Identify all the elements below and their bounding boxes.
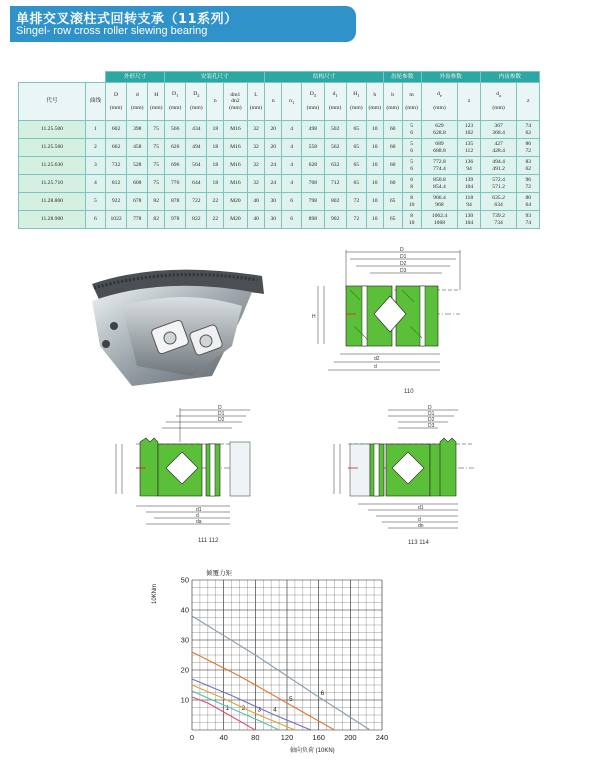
col-D: D (mm) <box>105 83 126 121</box>
spec-table <box>18 71 540 229</box>
dim-D2-3: D2 <box>428 417 435 423</box>
table-cell: 72 <box>346 211 366 229</box>
table-cell: M20 <box>224 193 247 211</box>
table-cell: 608 <box>127 175 148 193</box>
col-H: H (mm) <box>148 83 165 121</box>
table-cell: 498 <box>302 121 324 139</box>
table-cell: 632 <box>324 157 346 175</box>
table-cell: 32 <box>247 157 265 175</box>
drawing-113-114 <box>328 404 478 536</box>
dim-d1-3: d1 <box>418 505 424 511</box>
table-cell: 628 <box>302 157 324 175</box>
table-cell: 60 <box>383 139 402 157</box>
table-cell: 1 <box>85 121 105 139</box>
dim-d-2: d <box>196 513 199 519</box>
table-cell: 75 <box>148 139 165 157</box>
table-row <box>19 139 540 157</box>
chart-ylabel: 10KNm <box>152 583 158 604</box>
table-cell: 8 10 <box>402 211 421 229</box>
table-cell: 662 <box>105 139 126 157</box>
table-cell: M16 <box>224 139 247 157</box>
table-cell: 2 <box>85 139 105 157</box>
table-cell: 74 62 <box>517 121 540 139</box>
table-cell: 10 <box>366 139 383 157</box>
col-di: $d_a$ (mm) <box>480 83 517 121</box>
drawing-110 <box>310 246 470 384</box>
table-cell: 18 <box>207 175 224 193</box>
table-cell: 72 <box>346 193 366 211</box>
table-cell: 123 102 <box>458 121 480 139</box>
table-cell: 65 <box>346 175 366 193</box>
col-code: 代号 <box>19 83 86 121</box>
x-tick-label: 240 <box>375 733 389 742</box>
table-cell: 10 <box>366 175 383 193</box>
table-cell: 739.2 734 <box>480 211 517 229</box>
y-tick-label: 10 <box>180 695 189 705</box>
table-cell: 82 <box>148 211 165 229</box>
table-cell: 20 <box>265 139 282 157</box>
table-cell: 65 <box>383 211 402 229</box>
table-cell: M16 <box>224 121 247 139</box>
col-d1: $d_1$ (mm) <box>324 83 346 121</box>
table-cell: 60 <box>383 121 402 139</box>
dim-D-3: D <box>428 405 432 411</box>
dim-d-3: d <box>418 517 421 523</box>
table-cell: 30 <box>265 211 282 229</box>
table-cell: 5 6 <box>402 121 421 139</box>
page-title-cn: 单排交叉滚柱式回转支承（11系列） <box>16 12 238 27</box>
table-cell: 564 <box>186 157 207 175</box>
table-cell: 8 10 <box>402 193 421 211</box>
col-D2: $D_2$ (mm) <box>186 83 207 121</box>
dim-D1: D1 <box>400 254 407 260</box>
table-cell: 40 <box>247 193 265 211</box>
table-cell: 696 <box>165 157 186 175</box>
x-tick-label: 160 <box>312 733 325 742</box>
table-cell: 6 <box>282 211 302 229</box>
table-cell: 528 <box>127 157 148 175</box>
table-cell: 4 <box>85 175 105 193</box>
table-cell: 65 <box>383 193 402 211</box>
table-row <box>19 193 540 211</box>
table-cell: 978 <box>165 211 186 229</box>
table-row <box>19 121 540 139</box>
page-title-en: Singel- row cross roller slewing bearing <box>16 25 208 37</box>
load-chart-svg <box>152 566 392 756</box>
table-cell: 118 94 <box>458 193 480 211</box>
table-cell: 18 <box>207 121 224 139</box>
dim-d1-2: d1 <box>196 507 202 513</box>
table-cell: 65 <box>346 157 366 175</box>
blank-corner <box>19 72 106 83</box>
table-cell: 367 368.4 <box>480 121 517 139</box>
table-cell: 24 <box>265 175 282 193</box>
drawing-111-112 <box>106 404 254 532</box>
dim-da-2: da <box>196 519 202 525</box>
y-tick-label: 20 <box>180 665 189 675</box>
table-cell: 22 <box>207 211 224 229</box>
chart-grid <box>192 580 382 730</box>
drawing-111-112-label: 111 112 <box>198 538 219 544</box>
table-cell: 130 104 <box>458 211 480 229</box>
table-cell: 772.8 774.4 <box>421 157 458 175</box>
y-tick-label: 30 <box>180 635 189 645</box>
table-cell: 11.25.630 <box>19 157 86 175</box>
drawing-113-114-label: 113 114 <box>408 540 429 546</box>
col-curve: 曲线 <box>85 83 105 121</box>
table-cell: 562 <box>324 139 346 157</box>
series-label-3: 3 <box>257 706 261 714</box>
chart-ticks <box>181 576 389 743</box>
table-cell: 4 <box>282 157 302 175</box>
load-chart <box>152 566 392 761</box>
table-cell: 798 <box>302 193 324 211</box>
table-row <box>19 157 540 175</box>
table-cell: 6 8 <box>402 175 421 193</box>
table-cell: 86 72 <box>517 139 540 157</box>
table-cell: 778 <box>127 211 148 229</box>
series-label-4: 4 <box>273 706 277 714</box>
dim-H: H <box>312 314 316 320</box>
col-n-blank: n <box>265 83 282 121</box>
table-cell: 10 <box>366 211 383 229</box>
table-cell: 18 <box>207 157 224 175</box>
group-gear: 齿轮参数 <box>383 72 421 83</box>
table-cell: 6 <box>282 193 302 211</box>
dim-D-2: D <box>218 405 222 411</box>
group-structure: 结构尺寸 <box>265 72 383 83</box>
table-cell: 494.4 491.2 <box>480 157 517 175</box>
chart-corner-label: 倾覆力矩 <box>206 570 232 577</box>
dim-D2: D2 <box>400 261 407 267</box>
table-cell: 776 <box>165 175 186 193</box>
dim-d: d <box>374 364 377 370</box>
col-m: m (mm) <box>402 83 421 121</box>
table-cell: 65 <box>346 121 366 139</box>
col-D3: $D_3$ (mm) <box>302 83 324 121</box>
series-label-6: 6 <box>320 690 325 697</box>
table-cell: 689 688.8 <box>421 139 458 157</box>
col-L: L (mm) <box>247 83 265 121</box>
table-cell: 635.2 634 <box>480 193 517 211</box>
y-tick-label: 40 <box>180 605 189 615</box>
table-cell: 32 <box>247 139 265 157</box>
table-cell: M16 <box>224 175 247 193</box>
drawing-110-label: 110 <box>404 389 414 395</box>
dim-D3: D3 <box>400 268 407 274</box>
dim-D3-3: D3 <box>428 423 435 429</box>
table-cell: 708 <box>302 175 324 193</box>
x-tick-label: 0 <box>189 733 195 742</box>
table-cell: 10 <box>366 193 383 211</box>
table-cell: 878 <box>165 193 186 211</box>
table-cell: 812 <box>105 175 126 193</box>
table-cell: 11.25.710 <box>19 175 86 193</box>
bearing-photo <box>92 266 267 391</box>
table-cell: 5 6 <box>402 139 421 157</box>
y-tick-label: 50 <box>180 575 189 585</box>
table-cell: 40 <box>247 211 265 229</box>
dim-D: D <box>400 247 404 253</box>
x-tick-label: 120 <box>280 733 294 742</box>
table-cell: 136 94 <box>458 157 480 175</box>
table-cell: 3 <box>85 157 105 175</box>
table-cell: 898 <box>302 211 324 229</box>
table-cell: 566 <box>165 121 186 139</box>
table-cell: 60 <box>383 175 402 193</box>
dim-D1-3: D1 <box>428 411 435 417</box>
series-line-6 <box>192 616 370 730</box>
table-cell: 75 <box>148 157 165 175</box>
table-cell: 139 104 <box>458 175 480 193</box>
table-cell: 32 <box>247 175 265 193</box>
table-cell: 678 <box>127 193 148 211</box>
table-cell: 644 <box>186 175 207 193</box>
col-zi: z <box>517 83 540 121</box>
table-cell: 5 <box>85 193 105 211</box>
col-de: $d_e$ (mm) <box>421 83 458 121</box>
table-cell: 434 <box>186 121 207 139</box>
chart-xlabel: 轴向负荷 (10KN) <box>290 748 335 754</box>
table-cell: 427 428.4 <box>480 139 517 157</box>
table-cell: 732 <box>105 157 126 175</box>
table-cell: 60 <box>383 157 402 175</box>
col-b: b (mm) <box>383 83 402 121</box>
col-d: d (mm) <box>127 83 148 121</box>
table-cell: 602 <box>105 121 126 139</box>
table-cell: 11.25.500 <box>19 121 86 139</box>
table-cell: 135 112 <box>458 139 480 157</box>
table-cell: 10 <box>366 157 383 175</box>
table-cell: M20 <box>224 211 247 229</box>
x-tick-label: 40 <box>219 733 228 742</box>
table-cell: 11.28.900 <box>19 211 86 229</box>
table-cell: 626 <box>165 139 186 157</box>
group-int-gear: 内齿参数 <box>480 72 539 83</box>
table-cell: 502 <box>324 121 346 139</box>
table-cell: 4 <box>282 175 302 193</box>
table-cell: 4 <box>282 139 302 157</box>
table-cell: 558 <box>302 139 324 157</box>
chart-lines <box>192 616 370 730</box>
table-cell: M16 <box>224 157 247 175</box>
table-cell: 572.4 571.2 <box>480 175 517 193</box>
table-cell: 398 <box>127 121 148 139</box>
table-cell: 966.4 968 <box>421 193 458 211</box>
dim-d2: d2 <box>374 356 380 362</box>
table-cell: 80 64 <box>517 193 540 211</box>
table-cell: 24 <box>265 157 282 175</box>
table-cell: 494 <box>186 139 207 157</box>
col-z: z <box>458 83 480 121</box>
table-cell: 4 <box>282 121 302 139</box>
table-cell: 11.25.560 <box>19 139 86 157</box>
table-cell: 32 <box>247 121 265 139</box>
table-cell: 11.28.800 <box>19 193 86 211</box>
table-row <box>19 175 540 193</box>
table-row <box>19 211 540 229</box>
table-cell: 458 <box>127 139 148 157</box>
dim-dn-3: dn <box>418 523 424 529</box>
table-cell: 802 <box>324 193 346 211</box>
table-cell: 83 62 <box>517 157 540 175</box>
table-cell: 712 <box>324 175 346 193</box>
group-mounting: 安装孔尺寸 <box>165 72 265 83</box>
table-cell: 850.8 854.4 <box>421 175 458 193</box>
table-cell: 75 <box>148 175 165 193</box>
x-tick-label: 80 <box>251 733 260 742</box>
table-cell: 722 <box>186 193 207 211</box>
dim-D1-2: D1 <box>218 411 225 417</box>
group-outline: 外形尺寸 <box>105 72 164 83</box>
table-cell: 10 <box>366 121 383 139</box>
table-cell: 6 <box>85 211 105 229</box>
table-cell: 5 6 <box>402 157 421 175</box>
series-label-1: 1 <box>225 705 230 712</box>
col-H1: $H_1$ (mm) <box>346 83 366 121</box>
table-cell: 22 <box>207 193 224 211</box>
col-h: h (mm) <box>366 83 383 121</box>
group-ext-gear: 外齿参数 <box>421 72 480 83</box>
table-cell: 93 74 <box>517 211 540 229</box>
series-label-2: 2 <box>241 705 246 712</box>
table-cell: 96 72 <box>517 175 540 193</box>
col-n: n <box>207 83 224 121</box>
table-cell: 1062.4 1068 <box>421 211 458 229</box>
x-tick-label: 200 <box>344 733 357 742</box>
table-cell: 75 <box>148 121 165 139</box>
table-cell: 629 628.8 <box>421 121 458 139</box>
table-cell: 18 <box>207 139 224 157</box>
col-D1: $D_1$ (mm) <box>165 83 186 121</box>
table-cell: 1022 <box>105 211 126 229</box>
table-cell: 20 <box>265 121 282 139</box>
col-dm: dm1 dn2 (mm) <box>224 83 247 121</box>
table-cell: 902 <box>324 211 346 229</box>
table-cell: 65 <box>346 139 366 157</box>
table-cell: 822 <box>186 211 207 229</box>
table-cell: 30 <box>265 193 282 211</box>
table-cell: 922 <box>105 193 126 211</box>
col-n1: $n_1$ <box>282 83 302 121</box>
series-label-5: 5 <box>289 696 293 703</box>
dim-D2-2: D2 <box>218 417 225 423</box>
table-cell: 82 <box>148 193 165 211</box>
